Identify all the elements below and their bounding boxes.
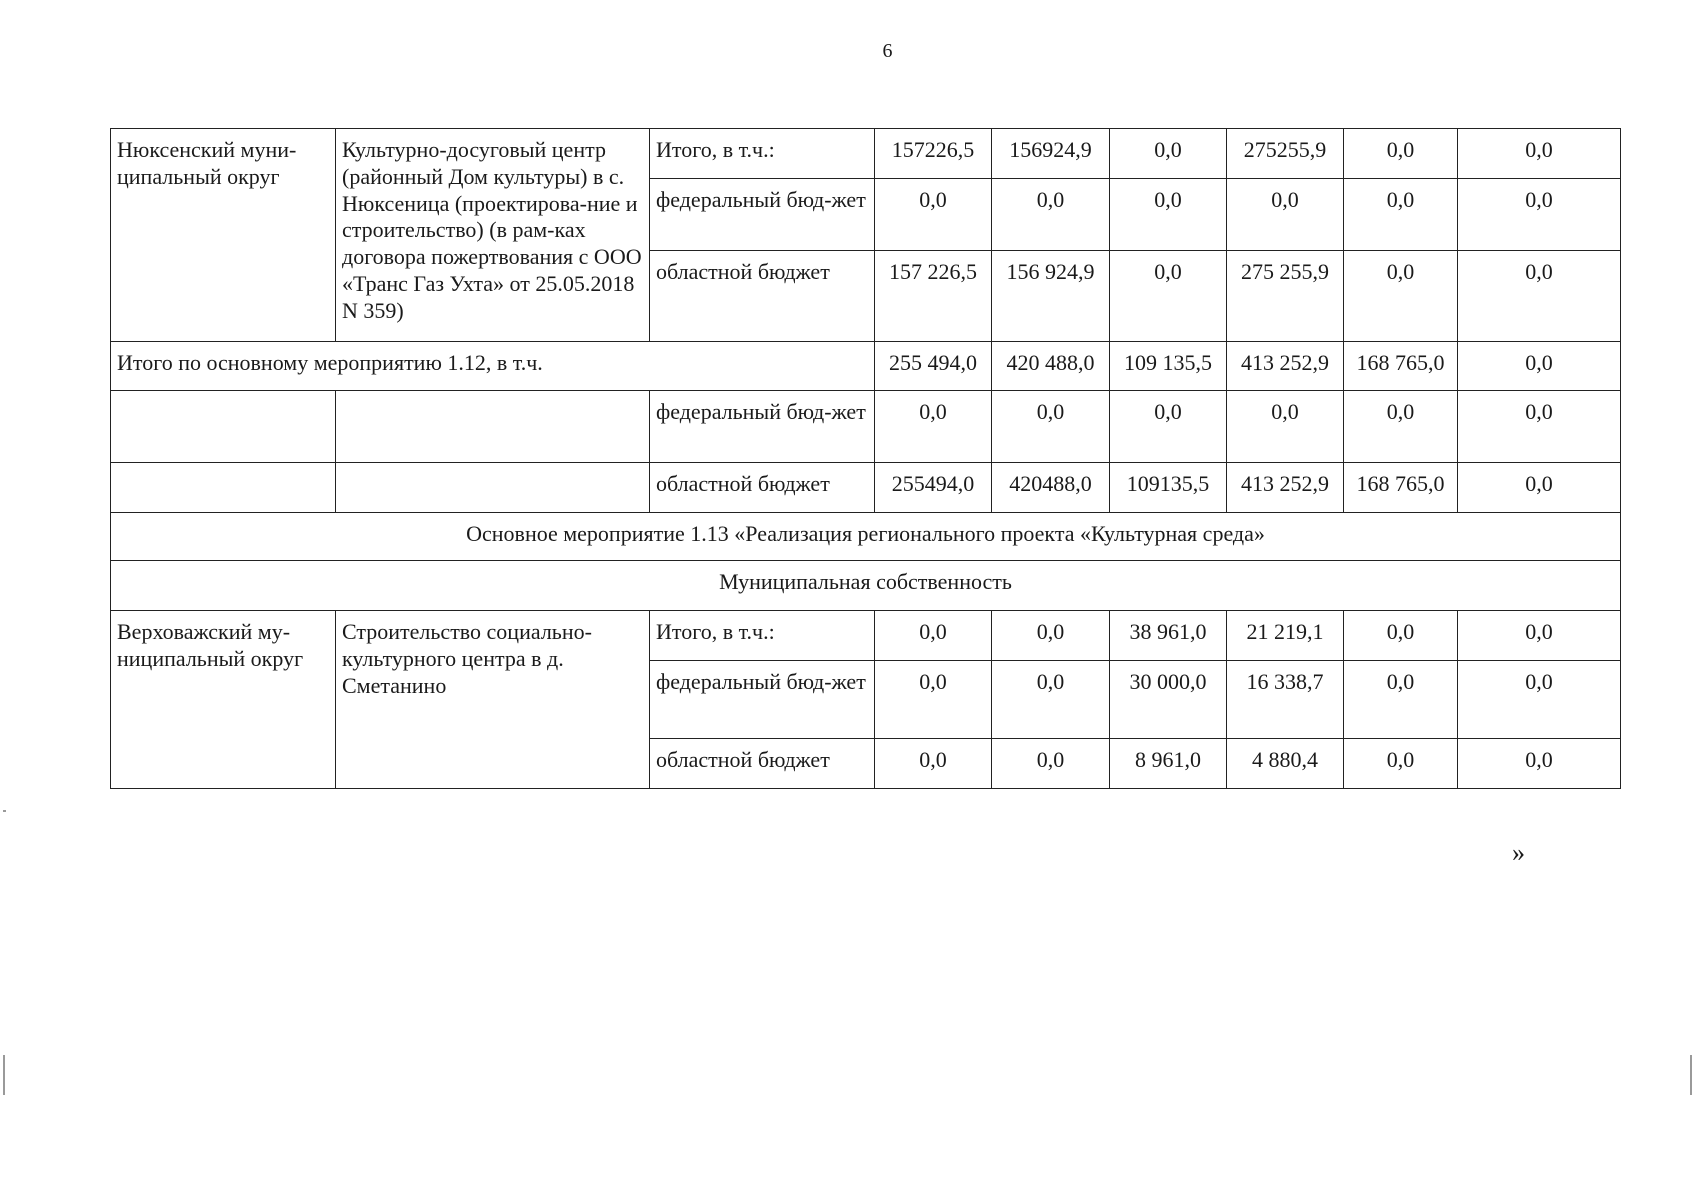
value-cell: 0,0 xyxy=(1344,251,1458,342)
value-cell: 168 765,0 xyxy=(1344,463,1458,513)
value-cell: 0,0 xyxy=(875,739,992,789)
value-cell: 0,0 xyxy=(992,611,1110,661)
value-cell: 157226,5 xyxy=(875,129,992,179)
total-label: Итого по основному мероприятию 1.12, в т.ч. xyxy=(111,342,875,391)
value-cell: 0,0 xyxy=(1227,391,1344,463)
value-cell: 0,0 xyxy=(1458,661,1621,739)
value-cell: 0,0 xyxy=(992,739,1110,789)
value-cell: 0,0 xyxy=(1344,129,1458,179)
value-cell: 0,0 xyxy=(1344,391,1458,463)
value-cell: 109135,5 xyxy=(1110,463,1227,513)
value-cell: 0,0 xyxy=(1344,661,1458,739)
value-cell: 413 252,9 xyxy=(1227,463,1344,513)
value-cell: 0,0 xyxy=(1227,179,1344,251)
value-cell: 0,0 xyxy=(1110,391,1227,463)
value-cell: 21 219,1 xyxy=(1227,611,1344,661)
value-cell: 0,0 xyxy=(1458,391,1621,463)
value-cell: 420 488,0 xyxy=(992,342,1110,391)
value-cell: 0,0 xyxy=(875,611,992,661)
value-cell: 0,0 xyxy=(1344,611,1458,661)
table-row xyxy=(111,513,1621,561)
value-cell: 168 765,0 xyxy=(1344,342,1458,391)
budget-table xyxy=(110,128,1621,789)
table-row xyxy=(111,463,1621,513)
value-cell: 157 226,5 xyxy=(875,251,992,342)
row-label: областной бюджет xyxy=(650,251,875,342)
value-cell: 275255,9 xyxy=(1227,129,1344,179)
table-row xyxy=(111,611,1621,661)
value-cell: 38 961,0 xyxy=(1110,611,1227,661)
value-cell: 255494,0 xyxy=(875,463,992,513)
empty-cell xyxy=(111,463,336,513)
row-label: федеральный бюд-жет xyxy=(650,391,875,463)
table-row xyxy=(111,561,1621,611)
value-cell: 0,0 xyxy=(1458,739,1621,789)
value-cell: 255 494,0 xyxy=(875,342,992,391)
value-cell: 156924,9 xyxy=(992,129,1110,179)
scan-mark xyxy=(3,810,6,812)
empty-cell xyxy=(336,391,650,463)
row-label: областной бюджет xyxy=(650,739,875,789)
district-cell: Нюксенский муни-ципальный округ xyxy=(111,129,336,342)
value-cell: 0,0 xyxy=(1458,611,1621,661)
section-heading: Муниципальная собственность xyxy=(111,561,1621,611)
scan-mark xyxy=(3,1055,5,1095)
value-cell: 0,0 xyxy=(1344,739,1458,789)
value-cell: 0,0 xyxy=(992,179,1110,251)
value-cell: 156 924,9 xyxy=(992,251,1110,342)
row-label: Итого, в т.ч.: xyxy=(650,129,875,179)
value-cell: 0,0 xyxy=(875,661,992,739)
value-cell: 0,0 xyxy=(1458,129,1621,179)
value-cell: 0,0 xyxy=(1458,179,1621,251)
value-cell: 0,0 xyxy=(875,391,992,463)
value-cell: 30 000,0 xyxy=(1110,661,1227,739)
value-cell: 0,0 xyxy=(1110,179,1227,251)
row-label: федеральный бюд-жет xyxy=(650,661,875,739)
value-cell: 16 338,7 xyxy=(1227,661,1344,739)
table-row xyxy=(111,391,1621,463)
object-cell: Строительство социально-культурного центра в д. Сметанино xyxy=(336,611,650,789)
value-cell: 0,0 xyxy=(875,179,992,251)
table-row xyxy=(111,129,1621,179)
table-row xyxy=(111,342,1621,391)
value-cell: 0,0 xyxy=(1458,342,1621,391)
value-cell: 8 961,0 xyxy=(1110,739,1227,789)
value-cell: 0,0 xyxy=(1110,129,1227,179)
closing-quote: » xyxy=(1512,838,1525,867)
value-cell: 413 252,9 xyxy=(1227,342,1344,391)
value-cell: 0,0 xyxy=(992,391,1110,463)
empty-cell xyxy=(111,391,336,463)
value-cell: 275 255,9 xyxy=(1227,251,1344,342)
value-cell: 420488,0 xyxy=(992,463,1110,513)
value-cell: 0,0 xyxy=(1110,251,1227,342)
page-number: 6 xyxy=(882,40,893,62)
value-cell: 109 135,5 xyxy=(1110,342,1227,391)
object-cell: Культурно-досуговый центр (районный Дом культуры) в с. Нюксеница (проектирова-ние и строительство) (в рам-ках договора пожертвования с ООО «Транс Газ Ухта» от 25.05.2018 N 359) xyxy=(336,129,650,342)
value-cell: 4 880,4 xyxy=(1227,739,1344,789)
scan-mark xyxy=(1690,1055,1692,1095)
value-cell: 0,0 xyxy=(992,661,1110,739)
section-heading: Основное мероприятие 1.13 «Реализация регионального проекта «Культурная среда» xyxy=(111,513,1621,561)
value-cell: 0,0 xyxy=(1458,251,1621,342)
empty-cell xyxy=(336,463,650,513)
value-cell: 0,0 xyxy=(1344,179,1458,251)
district-cell: Верховажский му-ниципальный округ xyxy=(111,611,336,789)
row-label: областной бюджет xyxy=(650,463,875,513)
row-label: Итого, в т.ч.: xyxy=(650,611,875,661)
row-label: федеральный бюд-жет xyxy=(650,179,875,251)
value-cell: 0,0 xyxy=(1458,463,1621,513)
